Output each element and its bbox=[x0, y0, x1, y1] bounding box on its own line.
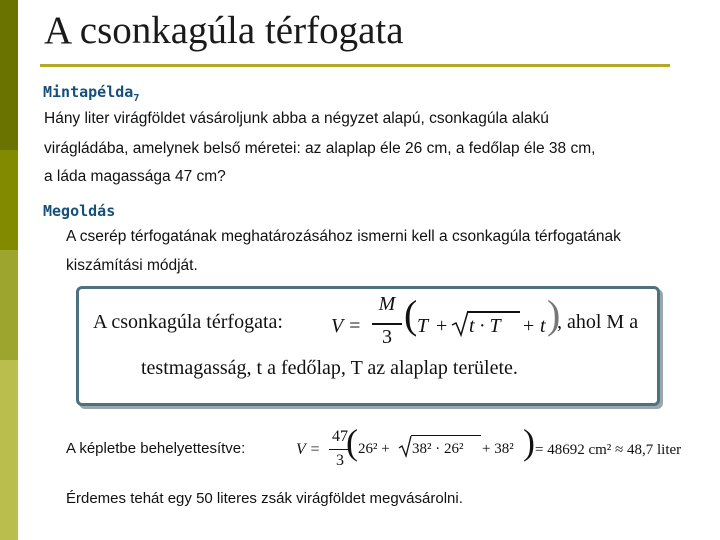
example-line-2: virágládába, amelynek belső méretei: az alaplap éle 26 cm, a fedőlap éle 38 cm, bbox=[44, 140, 596, 157]
example-number: 7 bbox=[133, 93, 140, 104]
solution-line-1: A cserép térfogatának meghatározásához ismerni kell a csonkagúla térfogatának bbox=[66, 228, 621, 245]
substitution-open-paren: ( bbox=[346, 422, 358, 462]
substitution-lhs: V = bbox=[296, 441, 321, 458]
sidebar-segment bbox=[0, 0, 18, 150]
example-heading-text: Mintapélda bbox=[43, 83, 134, 101]
formula-sqrt-body: t · T bbox=[469, 315, 501, 337]
formula-plus-1: + bbox=[436, 315, 448, 337]
substitution-label: A képletbe behelyettesítve: bbox=[66, 440, 246, 457]
formula-denominator: 3 bbox=[382, 326, 392, 348]
conclusion: Érdemes tehát egy 50 literes zsák virágföldet megvásárolni. bbox=[66, 490, 463, 507]
substitution-close-paren: ) bbox=[523, 422, 535, 462]
substitution-term-3: + 38² bbox=[482, 441, 514, 457]
slide-title: A csonkagúla térfogata bbox=[44, 9, 404, 52]
solution-line-2: kiszámítási módját. bbox=[66, 257, 198, 274]
formula-suffix: , ahol M a bbox=[557, 311, 639, 333]
formula-t: t bbox=[540, 315, 546, 337]
formula-plus-2: + bbox=[523, 315, 535, 337]
example-heading bbox=[43, 83, 140, 104]
formula-close-paren: ) bbox=[547, 292, 561, 337]
sqrt-bar bbox=[411, 435, 481, 436]
sqrt-icon bbox=[451, 309, 469, 337]
substitution-denominator: 3 bbox=[336, 452, 344, 469]
formula-numerator: M bbox=[378, 293, 396, 315]
example-line-3: a láda magassága 47 cm? bbox=[44, 168, 226, 185]
substitution-result: = 48692 cm² ≈ 48,7 liter bbox=[535, 442, 682, 458]
formula-T: T bbox=[417, 315, 429, 337]
formula-prefix: A csonkagúla térfogata: bbox=[93, 311, 283, 333]
substitution-sqrt-body: 38² · 26² bbox=[412, 441, 464, 457]
substitution-numerator: 47 bbox=[332, 428, 348, 445]
formula-open-paren: ( bbox=[404, 292, 418, 337]
title-underline bbox=[40, 64, 670, 67]
solution-heading: Megoldás bbox=[43, 202, 116, 220]
formula-box bbox=[76, 286, 660, 406]
sqrt-bar bbox=[468, 311, 520, 313]
sidebar-decoration bbox=[0, 0, 18, 540]
sqrt-icon bbox=[398, 434, 412, 458]
example-line-1: Hány liter virágföldet vásároljunk abba a négyzet alapú, csonkagúla alakú bbox=[44, 110, 549, 127]
formula-lhs: V = bbox=[331, 315, 362, 337]
formula-fraction bbox=[372, 293, 402, 353]
sidebar-segment bbox=[0, 250, 18, 360]
formula-explanation: testmagasság, t a fedőlap, T az alaplap területe. bbox=[141, 357, 518, 379]
fraction-bar bbox=[372, 323, 402, 325]
sidebar-segment bbox=[0, 150, 18, 250]
sidebar-segment bbox=[0, 360, 18, 540]
substitution-term-1: 26² + bbox=[358, 441, 390, 457]
